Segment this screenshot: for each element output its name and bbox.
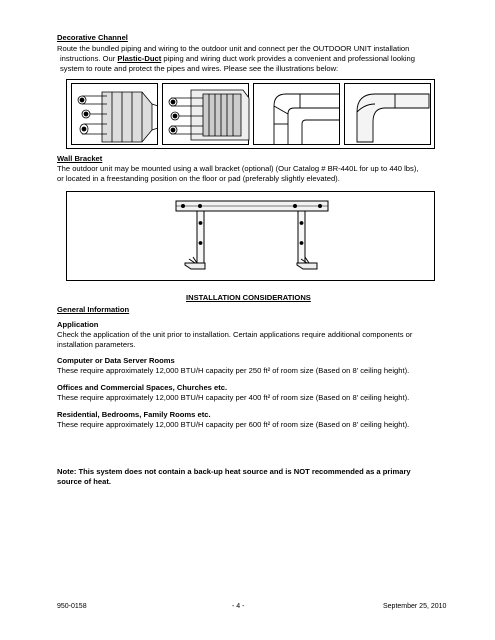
computer-rooms-heading: Computer or Data Server Rooms <box>57 356 175 365</box>
decorative-channel-line1: Route the bundled piping and wiring to the outdoor unit and connect per the OUTDOOR UNIT installation <box>57 44 410 53</box>
duct-end-cap-illustration <box>344 83 431 145</box>
general-information-heading: General Information <box>57 305 130 314</box>
offices-heading: Offices and Commercial Spaces, Churches etc. <box>57 383 228 392</box>
residential-text: These require approximately 12,000 BTU/H capacity per 600 ft² of room size (Based on 8' ceiling height). <box>57 420 410 429</box>
computer-rooms-text: These require approximately 12,000 BTU/H capacity per 250 ft² of room size (Based on 8' ceiling height). <box>57 366 410 375</box>
note-line1: Note: This system does not contain a back-up heat source and is NOT recommended as a primary <box>57 467 411 476</box>
application-line2: installation parameters. <box>57 340 136 349</box>
footer-doc-number: 950-0158 <box>57 603 87 610</box>
duct-elbow-corner-illustration <box>253 83 340 145</box>
note-line2: source of heat. <box>57 477 112 486</box>
decorative-channel-line2 <box>60 54 415 64</box>
wall-bracket-line1: The outdoor unit may be mounted using a wall bracket (optional) (Our Catalog # BR-440L for up to 440 lbs), <box>57 164 419 173</box>
decorative-channel-line3: system to route and protect the pipes and wires. Please see the illustrations below: <box>60 64 339 73</box>
footer-date: September 25, 2010 <box>383 603 447 610</box>
plastic-duct-link[interactable]: Plastic-Duct <box>117 54 162 63</box>
wall-bracket-line2: or located in a freestanding position on the floor or pad (preferably slightly elevated). <box>57 174 340 183</box>
installation-considerations-title: INSTALLATION CONSIDERATIONS <box>186 293 311 302</box>
wall-bracket-heading: Wall Bracket <box>57 154 103 163</box>
decorative-channel-line2-pre: instructions. Our <box>60 54 118 63</box>
application-heading: Application <box>57 320 99 329</box>
residential-heading: Residential, Bedrooms, Family Rooms etc. <box>57 410 211 419</box>
offices-text: These require approximately 12,000 BTU/H capacity per 400 ft² of room size (Based on 8' ceiling height). <box>57 393 410 402</box>
application-line1: Check the application of the unit prior to installation. Certain applications require additional components or <box>57 330 413 339</box>
duct-channel-open-illustration <box>162 83 249 145</box>
wall-bracket-illustration <box>175 199 330 275</box>
footer-page-number: - 4 - <box>232 603 245 610</box>
decorative-channel-heading: Decorative Channel <box>57 33 128 42</box>
piping-bundle-illustration <box>71 83 158 145</box>
decorative-channel-line2-post: piping and wiring duct work provides a convenient and professional looking <box>161 54 415 63</box>
